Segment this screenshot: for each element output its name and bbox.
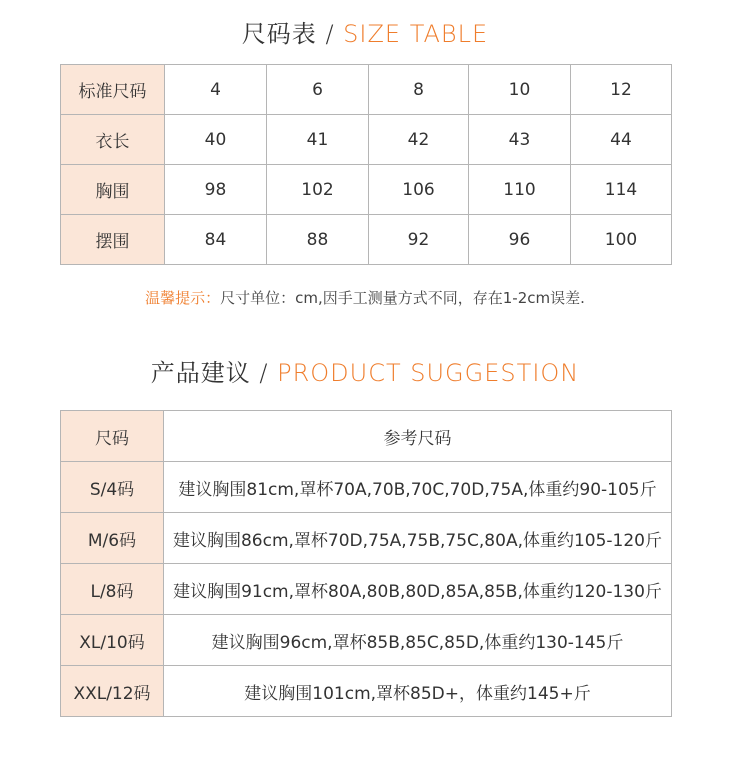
suggestion-title [0,353,730,388]
size-cell: 88 [267,215,369,265]
size-row [61,165,672,215]
size-row-label: 摆围 [61,215,165,265]
suggestion-size-cell: M/6码 [61,513,164,564]
size-row [61,65,672,115]
suggestion-row [61,666,672,717]
size-cell: 96 [469,215,571,265]
title-separator: / [325,20,335,48]
size-cell: 106 [369,165,469,215]
size-cell: 4 [165,65,267,115]
suggestion-header-row [61,411,672,462]
size-row-label: 衣长 [61,115,165,165]
suggestion-reference-cell: 建议胸围86cm,罩杯70D,75A,75B,75C,80A,体重约105-120斤 [164,513,672,564]
suggestion-reference-cell: 建议胸围91cm,罩杯80A,80B,80D,85A,85B,体重约120-130斤 [164,564,672,615]
suggestion-size-cell: XXL/12码 [61,666,164,717]
size-header-cell: 尺码 [61,411,164,462]
size-cell: 10 [469,65,571,115]
size-table [60,64,672,265]
size-cell: 6 [267,65,369,115]
size-note [0,287,730,308]
size-cell: 98 [165,165,267,215]
size-cell: 92 [369,215,469,265]
suggestion-row [61,462,672,513]
suggestion-row [61,513,672,564]
size-cell: 43 [469,115,571,165]
note-lead: 温馨提示： [145,289,221,307]
size-row [61,115,672,165]
reference-header-cell: 参考尺码 [164,411,672,462]
size-cell: 8 [369,65,469,115]
size-table-title-en: SIZE TABLE [343,20,489,48]
suggestion-reference-cell: 建议胸围101cm,罩杯85D+，体重约145+斤 [164,666,672,717]
suggestion-row [61,564,672,615]
size-cell: 42 [369,115,469,165]
suggestion-table [60,410,672,717]
size-cell: 102 [267,165,369,215]
title-separator: / [259,359,269,387]
suggestion-size-cell: L/8码 [61,564,164,615]
size-table-title-cn: 尺码表 [241,20,317,48]
size-cell: 41 [267,115,369,165]
suggestion-row [61,615,672,666]
size-cell: 12 [571,65,672,115]
size-cell: 100 [571,215,672,265]
suggestion-size-cell: XL/10码 [61,615,164,666]
size-row-label: 标准尺码 [61,65,165,115]
suggestion-title-en: PRODUCT SUGGESTION [277,359,580,387]
size-cell: 44 [571,115,672,165]
note-text: 尺寸单位：cm,因手工测量方式不同，存在1-2cm误差. [220,289,585,307]
suggestion-reference-cell: 建议胸围96cm,罩杯85B,85C,85D,体重约130-145斤 [164,615,672,666]
size-row [61,215,672,265]
size-table-title [0,14,730,49]
suggestion-title-cn: 产品建议 [150,359,251,387]
size-cell: 40 [165,115,267,165]
suggestion-reference-cell: 建议胸围81cm,罩杯70A,70B,70C,70D,75A,体重约90-105斤 [164,462,672,513]
suggestion-size-cell: S/4码 [61,462,164,513]
size-cell: 84 [165,215,267,265]
size-row-label: 胸围 [61,165,165,215]
size-cell: 114 [571,165,672,215]
size-cell: 110 [469,165,571,215]
